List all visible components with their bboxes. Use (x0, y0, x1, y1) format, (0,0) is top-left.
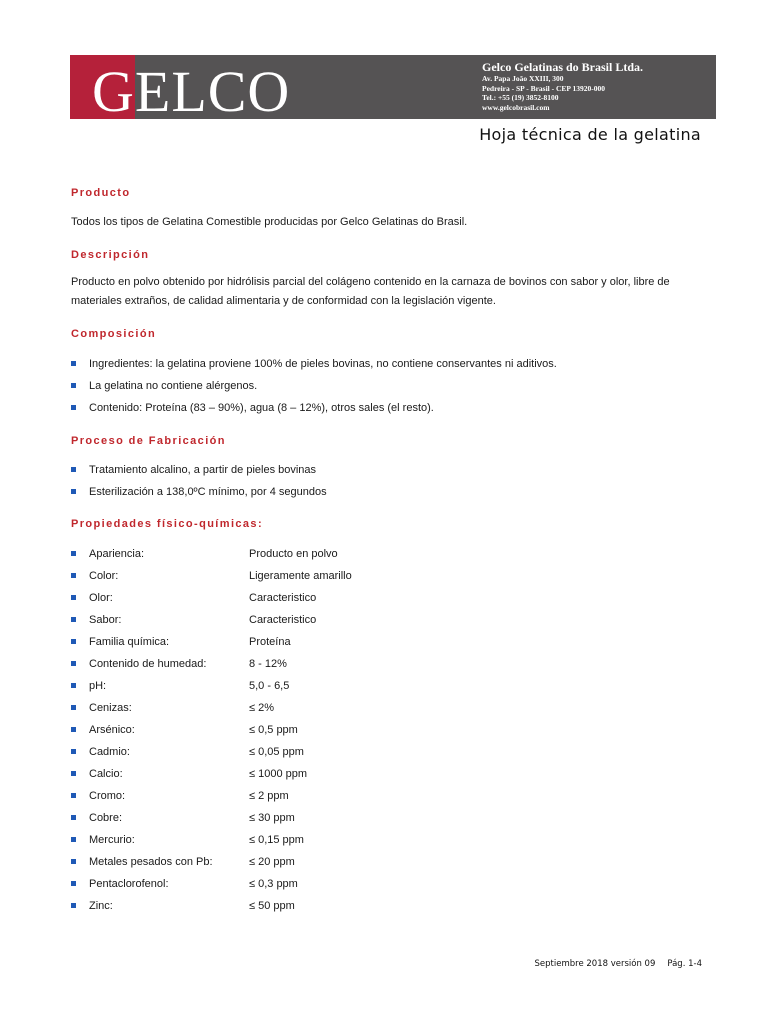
bullet-icon (71, 595, 76, 600)
bullet-icon (71, 405, 76, 410)
bullet-icon (71, 903, 76, 908)
bullet-icon (71, 793, 76, 798)
bullet-icon (71, 683, 76, 688)
bullet-icon (71, 639, 76, 644)
section-heading-producto: Producto (71, 187, 131, 199)
company-info (482, 60, 712, 112)
bullet-icon (71, 771, 76, 776)
website-link[interactable]: www.gelcobrasil.com (482, 102, 550, 112)
bullet-icon (71, 573, 76, 578)
section-heading-composicion: Composición (71, 328, 157, 340)
company-name: Gelco Gelatinas do Brasil Ltda. (482, 60, 644, 74)
address-line-1: Av. Papa João XXIII, 300 (482, 74, 564, 83)
bullet-icon (71, 815, 76, 820)
footer-page-number: Pág. 1-4 (667, 959, 702, 969)
gelco-logo: GELCO (92, 60, 291, 124)
section-heading-descripcion: Descripción (71, 249, 150, 261)
descripcion-text (71, 273, 711, 311)
address-line-2: Pedreira - SP - Brasil - CEP 13920-000 (482, 83, 605, 93)
bullet-icon (71, 551, 76, 556)
bullet-icon (71, 837, 76, 842)
section-heading-propiedades: Propiedades físico-químicas: (71, 518, 264, 530)
bullet-icon (71, 859, 76, 864)
bullet-icon (71, 467, 76, 472)
descripcion-line-1: Producto en polvo obtenido por hidrólisis parcial del colágeno contenido en la carnaza de bovinos con sabor y olor, libre de (71, 276, 670, 288)
bullet-icon (71, 705, 76, 710)
footer-date-version: Septiembre 2018 versión 09 (534, 959, 656, 969)
bullet-icon (71, 489, 76, 494)
producto-text: Todos los tipos de Gelatina Comestible producidas por Gelco Gelatinas do Brasil. (71, 216, 468, 228)
bullet-icon (71, 617, 76, 622)
page-footer (535, 959, 702, 969)
section-heading-proceso: Proceso de Fabricación (71, 435, 226, 447)
document-title: Hoja técnica de la gelatina (479, 125, 701, 144)
phone: Tel.: +55 (19) 3852-8100 (482, 93, 559, 102)
bullet-icon (71, 727, 76, 732)
bullet-icon (71, 661, 76, 666)
bullet-icon (71, 749, 76, 754)
bullet-icon (71, 361, 76, 366)
descripcion-line-2: materiales extraños, de calidad alimentaria y de conformidad con la legislación vigente. (71, 295, 496, 307)
bullet-icon (71, 383, 76, 388)
bullet-icon (71, 881, 76, 886)
